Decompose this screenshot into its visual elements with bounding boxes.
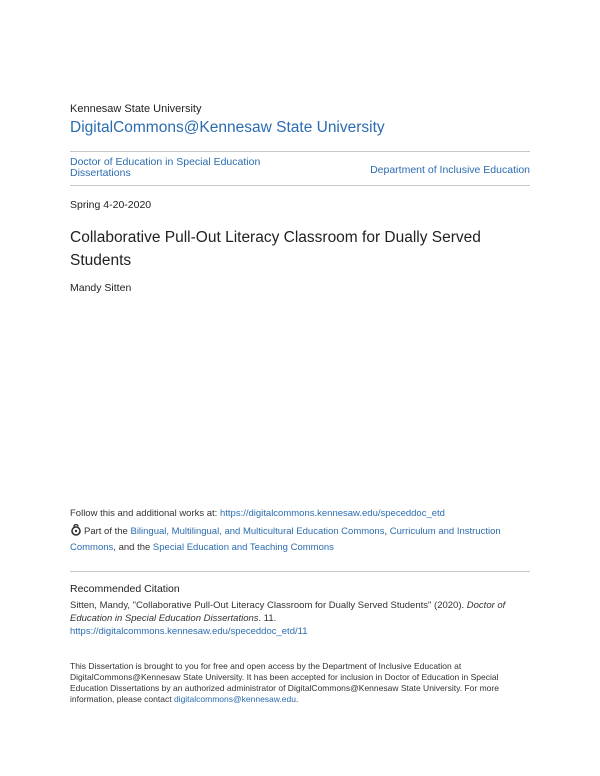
part-of-sep1: , xyxy=(384,526,390,537)
follow-line xyxy=(70,508,445,519)
part-of-line xyxy=(70,524,530,556)
notice-end: . xyxy=(295,694,299,704)
special-education-commons-link[interactable]: Special Education and Teaching Commons xyxy=(152,542,334,553)
divider-citation xyxy=(70,571,530,572)
citation-text: Sitten, Mandy, "Collaborative Pull-Out Literacy Classroom for Dually Served Students" (2020). xyxy=(70,600,467,611)
department-link[interactable]: Department of Inclusive Education xyxy=(370,164,530,176)
notice-text: This Dissertation is brought to you for free and open access by the Department of Inclusive Education at DigitalCommons@Kennesaw State University. It has been accepted for inclusion in Doctor of Education in Special Education Dissertations by an authorized administrator of DigitalCommons@Kennesaw State University. For more information, please contact xyxy=(70,661,499,704)
publication-date: Spring 4-20-2020 xyxy=(70,199,152,211)
access-notice xyxy=(70,661,530,705)
divider-top xyxy=(70,151,530,152)
part-of-sep2: , and the xyxy=(113,542,153,553)
citation-body xyxy=(70,599,530,638)
curriculum-commons-link[interactable]: Curriculum and Instruction Commons xyxy=(70,526,501,553)
follow-prefix: Follow this and additional works at: xyxy=(70,508,220,519)
contact-email-link[interactable]: digitalcommons@kennesaw.edu xyxy=(173,694,296,704)
follow-url-link[interactable]: https://digitalcommons.kennesaw.edu/speceddoc_etd xyxy=(219,508,445,519)
citation-url-link[interactable]: https://digitalcommons.kennesaw.edu/speceddoc_etd/11 xyxy=(70,626,308,637)
repository-link[interactable]: DigitalCommons@Kennesaw State University xyxy=(70,119,385,136)
paper-title: Collaborative Pull-Out Literacy Classroom for Dually Served Students xyxy=(70,229,481,269)
citation-heading: Recommended Citation xyxy=(70,583,180,595)
divider-header xyxy=(70,185,530,186)
citation-series: Doctor of Education in Special Education Dissertations xyxy=(70,600,506,624)
part-of-prefix: Part of the xyxy=(84,526,131,537)
author-name: Mandy Sitten xyxy=(70,282,132,294)
open-access-icon xyxy=(70,524,82,536)
citation-number: . 11. xyxy=(258,613,277,624)
institution-name: Kennesaw State University xyxy=(70,103,202,115)
collection-link[interactable]: Doctor of Education in Special Education Dissertations xyxy=(70,156,261,179)
bilingual-commons-link[interactable]: Bilingual, Multilingual, and Multicultural Education Commons xyxy=(130,526,385,537)
